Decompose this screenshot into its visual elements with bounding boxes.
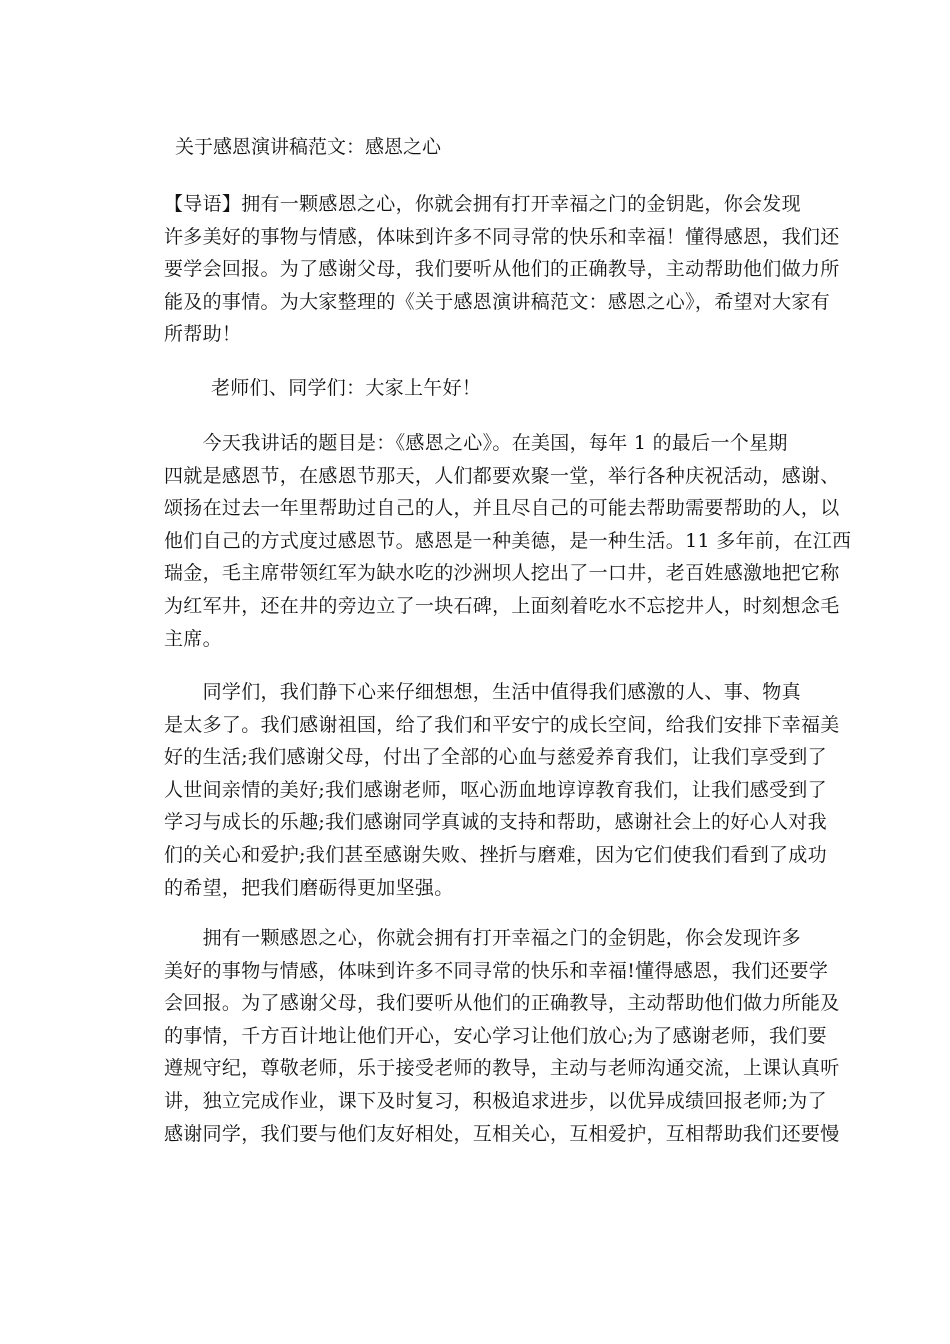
- body-line: 美好的事物与情感，体味到许多不同寻常的快乐和幸福!懂得感恩，我们还要学: [164, 959, 829, 982]
- body-line: 会回报。为了感谢父母，我们要听从他们的正确教导，主动帮助他们做力所能及: [164, 992, 840, 1015]
- greeting-paragraph: [211, 372, 857, 405]
- body-line: 感谢同学，我们要与他们友好相处，互相关心，互相爱护，互相帮助我们还要慢: [164, 1122, 840, 1145]
- body-line: 人世间亲情的美好;我们感谢老师，呕心沥血地谆谆教育我们，让我们感受到了: [164, 778, 827, 801]
- intro-line: 要学会回报。为了感谢父母，我们要听从他们的正确教导，主动帮助他们做力所: [164, 258, 840, 281]
- body-line: 是太多了。我们感谢祖国，给了我们和平安宁的成长空间，给我们安排下幸福美: [164, 713, 840, 736]
- greeting-line: 老师们、同学们：大家上午好！: [211, 377, 482, 399]
- intro-line: 【导语】拥有一颗感恩之心，你就会拥有打开幸福之门的金钥匙，你会发现: [164, 193, 801, 215]
- body-paragraph-2: [164, 676, 840, 904]
- document-title: 关于感恩演讲稿范文：感恩之心: [175, 136, 442, 158]
- body-line: 颂扬在过去一年里帮助过自己的人，并且尽自己的可能去帮助需要帮助的人，以: [164, 497, 840, 520]
- body-paragraph-3: [164, 922, 840, 1150]
- body-line: 今天我讲话的题目是：《感恩之心》。在美国，每年 1 的最后一个星期: [164, 432, 788, 454]
- body-line: 的事情，千方百计地让他们开心，安心学习让他们放心;为了感谢老师，我们要: [164, 1024, 827, 1047]
- intro-line: 所帮助！: [164, 323, 242, 346]
- body-line: 同学们，我们静下心来仔细想想，生活中值得我们感激的人、事、物真: [164, 681, 801, 703]
- body-line: 四就是感恩节，在感恩节那天，人们都要欢聚一堂，举行各种庆祝活动，感谢、: [164, 464, 840, 487]
- body-paragraph-1: [164, 427, 852, 655]
- body-line: 为红军井，还在井的旁边立了一块石碑，上面刻着吃水不忘挖井人，时刻想念毛: [164, 594, 840, 617]
- body-line: 讲，独立完成作业，课下及时复习，积极追求进步，以优异成绩回报老师;为了: [164, 1089, 827, 1112]
- intro-line: 能及的事情。为大家整理的《关于感恩演讲稿范文：感恩之心》，希望对大家有: [164, 290, 831, 313]
- body-line: 他们自己的方式度过感恩节。感恩是一种美德，是一种生活。11 多年前，在江西: [164, 529, 852, 552]
- body-line: 遵规守纪，尊敬老师，乐于接受老师的教导，主动与老师沟通交流，上课认真听: [164, 1057, 840, 1080]
- intro-line: 许多美好的事物与情感，体味到许多不同寻常的快乐和幸福！懂得感恩，我们还: [164, 225, 840, 248]
- body-line: 好的生活;我们感谢父母，付出了全部的心血与慈爱养育我们，让我们享受到了: [164, 746, 827, 769]
- body-line: 主席。: [164, 627, 222, 650]
- body-line: 学习与成长的乐趣;我们感谢同学真诚的支持和帮助，感谢社会上的好心人对我: [164, 811, 827, 834]
- body-line: 的希望，把我们磨砺得更加坚强。: [164, 876, 454, 899]
- body-line: 瑞金，毛主席带领红军为缺水吃的沙洲坝人挖出了一口井，老百姓感激地把它称: [164, 562, 840, 585]
- body-line: 们的关心和爱护;我们甚至感谢失败、挫折与磨难，因为它们使我们看到了成功: [164, 843, 827, 866]
- body-line: 拥有一颗感恩之心，你就会拥有打开幸福之门的金钥匙，你会发现许多: [164, 927, 801, 949]
- intro-paragraph: [164, 188, 840, 351]
